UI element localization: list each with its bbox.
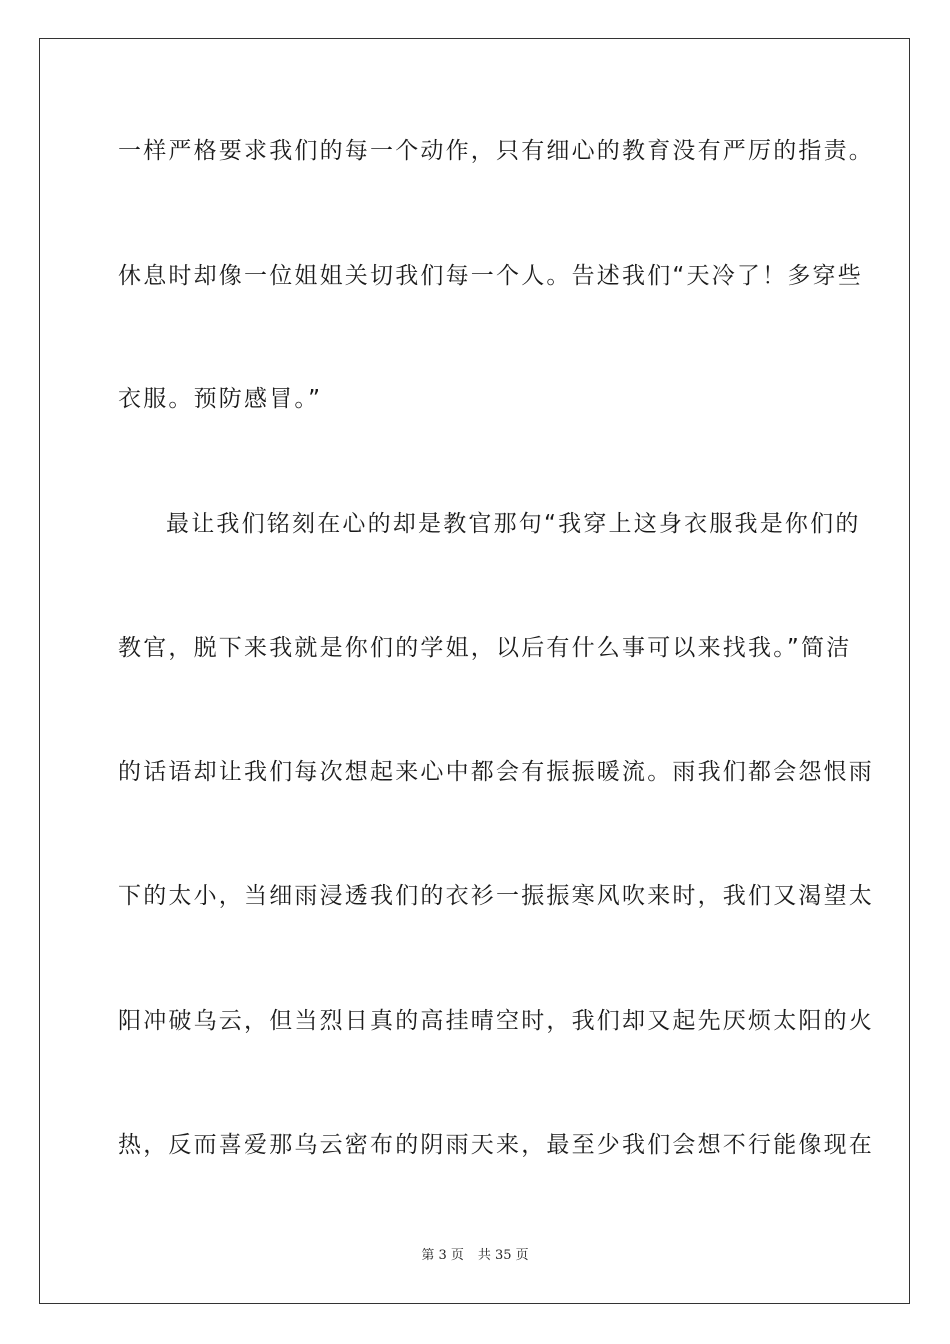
paragraph-line: 休息时却像一位姐姐关切我们每一个人。告述我们“天冷了！多穿些 (118, 263, 863, 289)
page-total: 共 35 页 (477, 1248, 529, 1263)
paragraph-line: 衣服。预防感冒。” (118, 386, 323, 412)
paragraph-line: 最让我们铭刻在心的却是教官那句“我穿上这身衣服我是你们的 (166, 511, 861, 537)
paragraph-line: 一样严格要求我们的每一个动作，只有细心的教育没有严厉的指责。 (118, 138, 874, 164)
page-border (39, 38, 910, 1304)
page-number: 第 3 页 (421, 1248, 464, 1263)
paragraph-line: 热，反而喜爱那乌云密布的阴雨天来，最至少我们会想不行能像现在 (118, 1132, 874, 1158)
page-footer (0, 1248, 950, 1264)
paragraph-line: 下的太小，当细雨浸透我们的衣衫一振振寒风吹来时，我们又渴望太 (118, 883, 874, 909)
paragraph-line: 的话语却让我们每次想起来心中都会有振振暖流。雨我们都会怨恨雨 (118, 759, 874, 785)
paragraph-line: 教官，脱下来我就是你们的学姐，以后有什么事可以来找我。”简洁 (118, 635, 852, 661)
paragraph-line: 阳冲破乌云，但当烈日真的高挂晴空时，我们却又起先厌烦太阳的火 (118, 1008, 874, 1034)
